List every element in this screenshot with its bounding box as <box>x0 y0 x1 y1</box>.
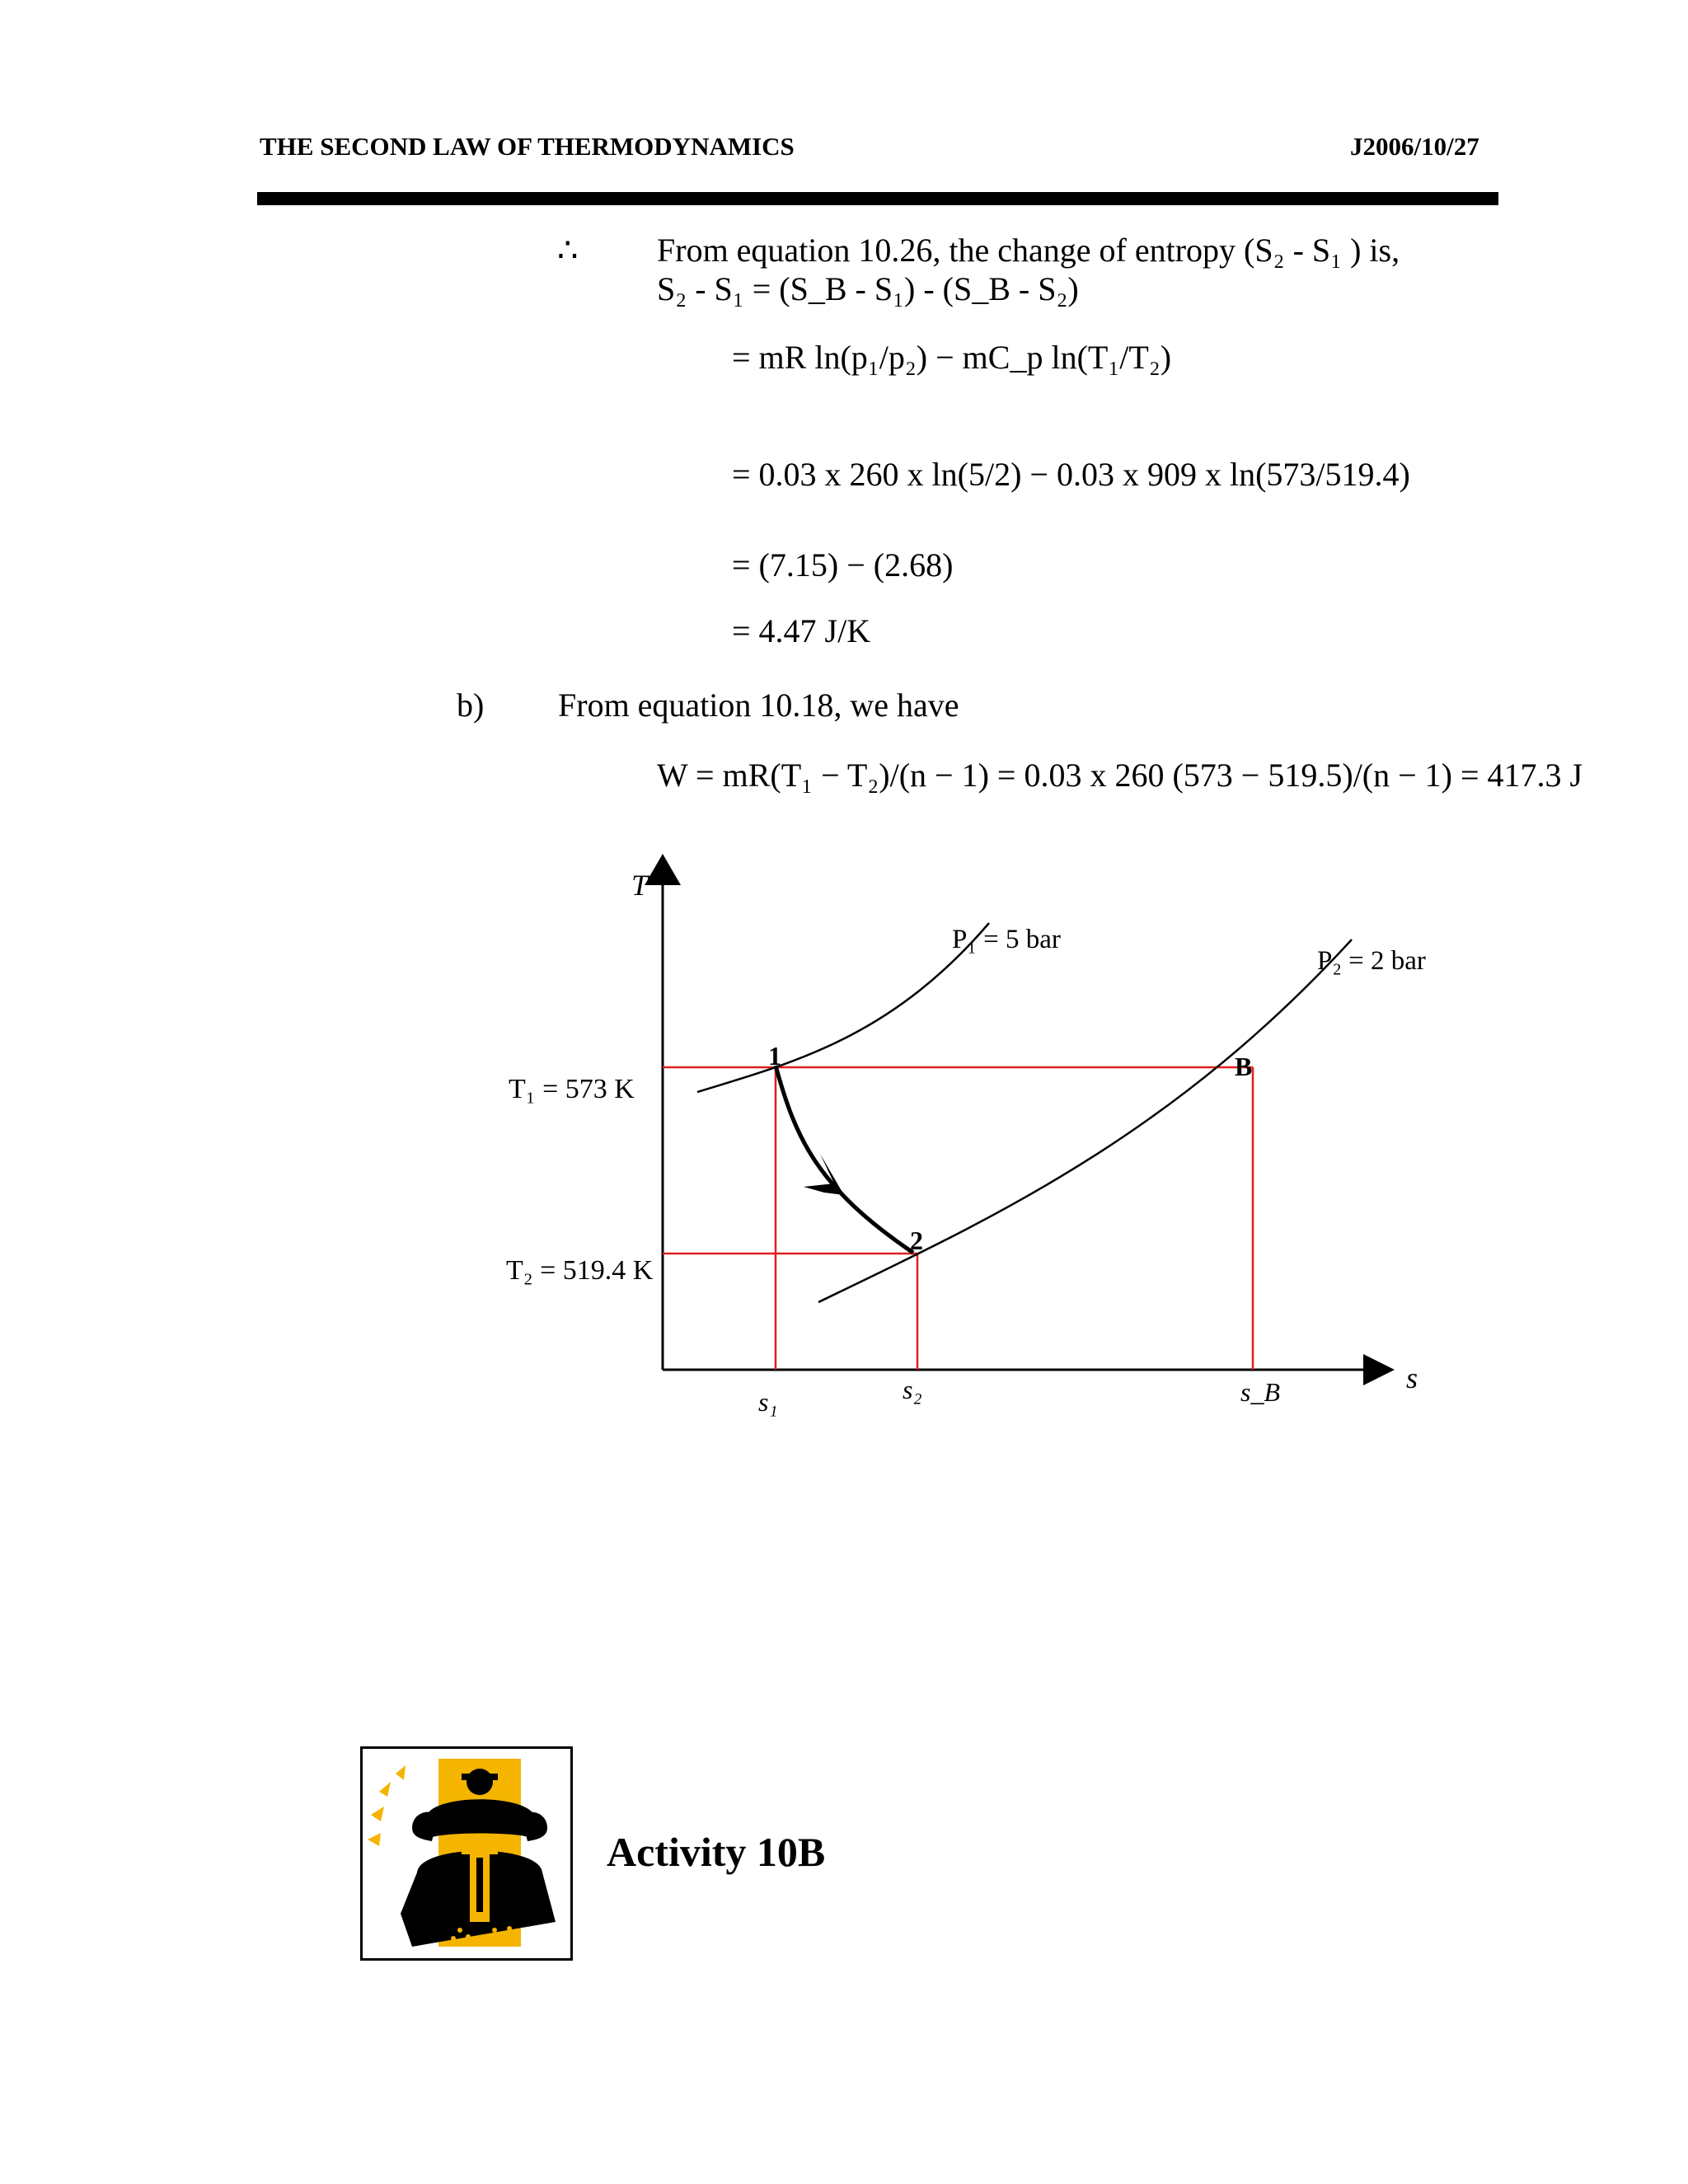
t2-label: T₂ = 519.4 K <box>506 1255 654 1286</box>
part-b-label: b) <box>457 687 485 724</box>
sb-label: s_B <box>1240 1377 1280 1407</box>
part-a-intro: From equation 10.26, the change of entropy (S₂ - S₁ ) is, <box>657 232 1400 269</box>
point-1-label: 1 <box>768 1041 781 1071</box>
point-b-label: B <box>1235 1052 1253 1081</box>
y-axis-label: T <box>631 869 649 902</box>
grid-lines <box>663 1067 1253 1370</box>
part-a-line2: = mR ln(p₁/p₂) − mC_p ln(T₁/T₂) <box>732 339 1172 376</box>
part-a-line3: = 0.03 x 260 x ln(5/2) − 0.03 x 909 x ln(573/519.4) <box>732 456 1410 493</box>
header-title: THE SECOND LAW OF THERMODYNAMICS <box>260 132 795 161</box>
process-curve <box>776 1066 913 1253</box>
part-a-line4: = (7.15) − (2.68) <box>732 546 954 583</box>
s2-label: s₂ <box>903 1375 922 1404</box>
p1-label: P₁ = 5 bar <box>952 925 1061 954</box>
p2-label: P₂ = 2 bar <box>1317 946 1426 976</box>
part-a-line1: S₂ - S₁ = (S_B - S₁) - (S_B - S₂) <box>657 270 1079 307</box>
part-a-line5: = 4.47 J/K <box>732 612 871 649</box>
s1-label: s₁ <box>758 1387 778 1417</box>
point-2-label: 2 <box>910 1226 923 1255</box>
worker-jackhammer-icon <box>363 1749 570 1958</box>
header-code: J2006/10/27 <box>1350 132 1479 161</box>
y-axis-arrowhead <box>645 854 681 885</box>
isobar-p2 <box>818 940 1352 1302</box>
part-b-formula: W = mR(T₁ − T₂)/(n − 1) = 0.03 x 260 (573 − 519.5)/(n − 1) = 417.3 J <box>657 757 1583 794</box>
x-axis-label: s <box>1406 1361 1418 1394</box>
x-axis-arrowhead <box>1363 1354 1395 1385</box>
therefore-symbol: ∴ <box>557 232 579 269</box>
activity-icon-frame <box>360 1746 573 1961</box>
activity-title: Activity 10B <box>607 1829 826 1875</box>
part-b-intro: From equation 10.18, we have <box>558 687 959 724</box>
t1-label: T₁ = 573 K <box>509 1074 635 1104</box>
